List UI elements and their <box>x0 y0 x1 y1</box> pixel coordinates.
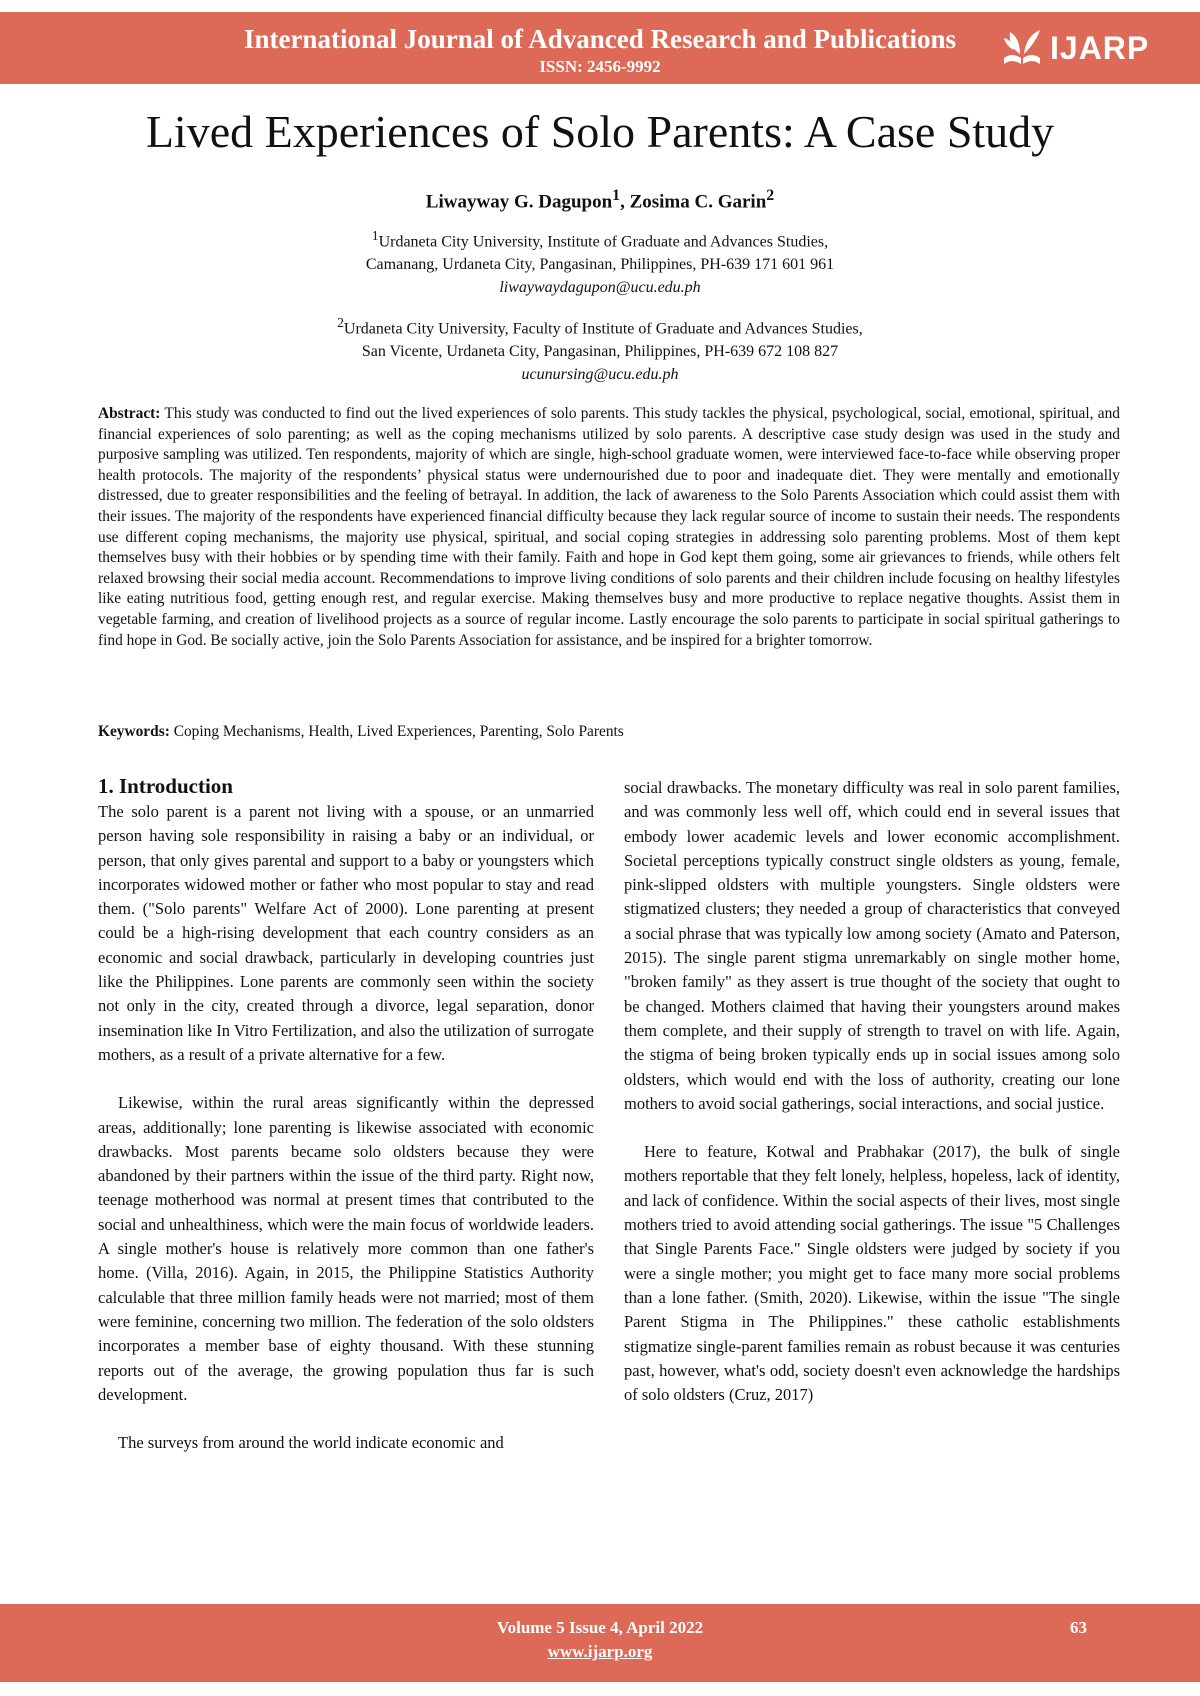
affiliation-1-line1: Urdaneta City University, Institute of Graduate and Advances Studies, <box>378 233 829 251</box>
author-separator: , <box>620 191 630 213</box>
left-column <box>98 774 594 1455</box>
journal-website-link[interactable]: www.ijarp.org <box>547 1642 653 1661</box>
logo-text: IJARP <box>1050 29 1150 66</box>
section-heading-introduction: 1. Introduction <box>98 774 233 798</box>
affiliation-2-line1: Urdaneta City University, Faculty of Institute of Graduate and Advances Studies, <box>343 320 863 338</box>
author-1: Liwayway G. Dagupon <box>425 191 613 213</box>
author-2-sup: 2 <box>766 187 775 204</box>
journal-title: International Journal of Advanced Research and Publications <box>243 24 957 54</box>
paragraph: Here to feature, Kotwal and Prabhakar (2017), the bulk of single mothers reportable that they felt lonely, helpless, hopeless, lack of identity, and lack of confidence. Within the social aspects of their lives, most single mothers tried to avoid attending social gatherings. The issue "5 Challenges that Single Parents Face." Single oldsters were judged by society if you were a single mother; you might get to face many more social problems than a lone father. (Smith, 2020). Likewise, within the issue "The single Parent Stigma in The Philippines." these catholic establishments stigmatize single-parent families remain as robust because it was centuries past, however, what's odd, society doesn't even acknowledge the hardships of solo oldsters (Cruz, 2017) <box>624 1142 1120 1405</box>
paper-title: Lived Experiences of Solo Parents: A Case Study <box>145 106 1055 157</box>
affiliation-1-sup: 1 <box>371 228 379 243</box>
paragraph: The solo parent is a parent not living with a spouse, or an unmarried person having sole responsibility in raising a baby or an individual, or person, that only gives parental and support to a baby or youngsters which incorporates widowed mother or father who most popular to stay and read them. ("Solo parents" Welfare Act of 2000). Lone parenting at present could be a high-rising development that each country considers as an economic and social drawback, particularly in developing countries just like the Philippines. Lone parents are commonly seen within the society not only in the city, created through a divorce, legal separation, donor insemination like In Vitro Fertilization, and also the utilization of surrogate mothers, as a result of a private alternative for a few. <box>98 802 594 1064</box>
author-1-sup: 1 <box>612 187 621 204</box>
footer-volume: Volume 5 Issue 4, April 2022 <box>496 1618 704 1637</box>
affiliation-2-sup: 2 <box>337 315 344 330</box>
affiliation-2 <box>0 311 1200 386</box>
affiliation-2-email[interactable]: ucunursing@ucu.edu.ph <box>521 366 679 384</box>
affiliation-1 <box>0 224 1200 299</box>
keywords-text: Coping Mechanisms, Health, Lived Experiences, Parenting, Solo Parents <box>173 723 624 740</box>
author-2: Zosima C. Garin <box>629 191 767 213</box>
affiliation-1-email[interactable]: liwaywaydagupon@ucu.edu.ph <box>499 279 701 297</box>
paragraph: social drawbacks. The monetary difficulty was real in solo parent families, and was commonly less well off, which could end in several issues that embody lower academic levels and lower economic accomplishment. Societal perceptions typically construct single oldsters as young, female, pink-slipped oldsters with multiple youngsters. Single oldsters were stigmatized clusters; they needed a group of characteristics that conveyed a social phrase that was typically low among society (Amato and Paterson, 2015). The single parent stigma unremarkably on single mother home, "broken family" as they assert is true thought of the society that ought to be changed. Mothers claimed that having their youngsters around makes them complete, and their supply of strength to travel on with life. Again, the stigma of being broken typically ends up in social issues among solo oldsters, which would end with the loss of authority, creating our lone mothers to avoid social gatherings, social interactions, and social justice. <box>624 778 1120 1113</box>
affiliation-1-line2: Camanang, Urdaneta City, Pangasinan, Philippines, PH-639 171 601 961 <box>365 256 835 274</box>
journal-logo <box>1000 26 1149 70</box>
journal-footer <box>0 1604 1200 1682</box>
paragraph: Likewise, within the rural areas significantly within the depressed areas, additionally; lone parenting is likewise associated with economic drawbacks. Most parents became solo oldsters because they were abandoned by their partners within the issue of the third party. Right now, teenage motherhood was normal at present times that contributed to the social and unhealthiness, which were the main focus of worldwide leaders. A single mother's house is relatively more common than one father's home. (Villa, 2016). Again, in 2015, the Philippine Statistics Authority calculable that three million family heads were not married; most of them were feminine, concerning two million. The federation of the solo oldsters incorporates a member base of eighty thousand. With these stunning reports out of the average, the growing population thus far is such development. <box>98 1093 594 1404</box>
page-number: 63 <box>1070 1618 1087 1637</box>
abstract-label: Abstract: <box>98 405 161 422</box>
abstract <box>98 404 1120 651</box>
book-leaf-icon <box>1000 28 1044 68</box>
journal-header <box>0 12 1200 84</box>
keywords <box>98 722 1120 742</box>
paragraph: The surveys from around the world indicate economic and <box>118 1433 504 1453</box>
journal-issn: ISSN: 2456-9992 <box>539 57 661 76</box>
abstract-text: This study was conducted to find out the lived experiences of solo parents. This study tackles the physical, psychological, social, emotional, spiritual, and financial experiences of solo parenting; as well as the coping mechanisms utilized by solo parents. A descriptive case study design was used in the study and purposive sampling was utilized. Ten respondents, majority of which are single, high-school graduate women, were interviewed face-to-face while observing proper health protocols. The majority of the respondents’ physical status were undernourished due to poor and inadequate diet. They were mentally and emotionally distressed, due to greater responsibilities and the feeling of betrayal. In addition, the lack of awareness to the Solo Parents Association which could assist them with their issues. The majority of the respondents have experienced financial difficulty because they lack regular source of income to sustain their needs. The respondents use different coping mechanisms, the majority use physical, spiritual, and social coping strategies in addressing solo parenting problems. Most of them kept themselves busy with their hobbies or by spending time with their family. Faith and hope in God kept them going, some air grievances to friends, while others felt relaxed browsing their social media account. Recommendations to improve living conditions of solo parents and their children include focusing on healthy lifestyles like eating nutritious food, getting enough rest, and regular exercise. Making themselves busy and more productive to replace negative thoughts. Assist them in vegetable farming, and creation of livelihood projects as a source of regular income. Lastly encourage the solo parents to participate in social spiritual gatherings to find hope in God. Be socially active, join the Solo Parents Association for assistance, and be inspired for a brighter tomorrow. <box>98 405 1120 649</box>
right-column <box>624 776 1120 1407</box>
keywords-label: Keywords: <box>98 723 170 740</box>
footer-url-line <box>0 1642 1200 1662</box>
author-line <box>0 184 1200 214</box>
affiliation-2-line2: San Vicente, Urdaneta City, Pangasinan, Philippines, PH-639 672 108 827 <box>361 343 839 361</box>
